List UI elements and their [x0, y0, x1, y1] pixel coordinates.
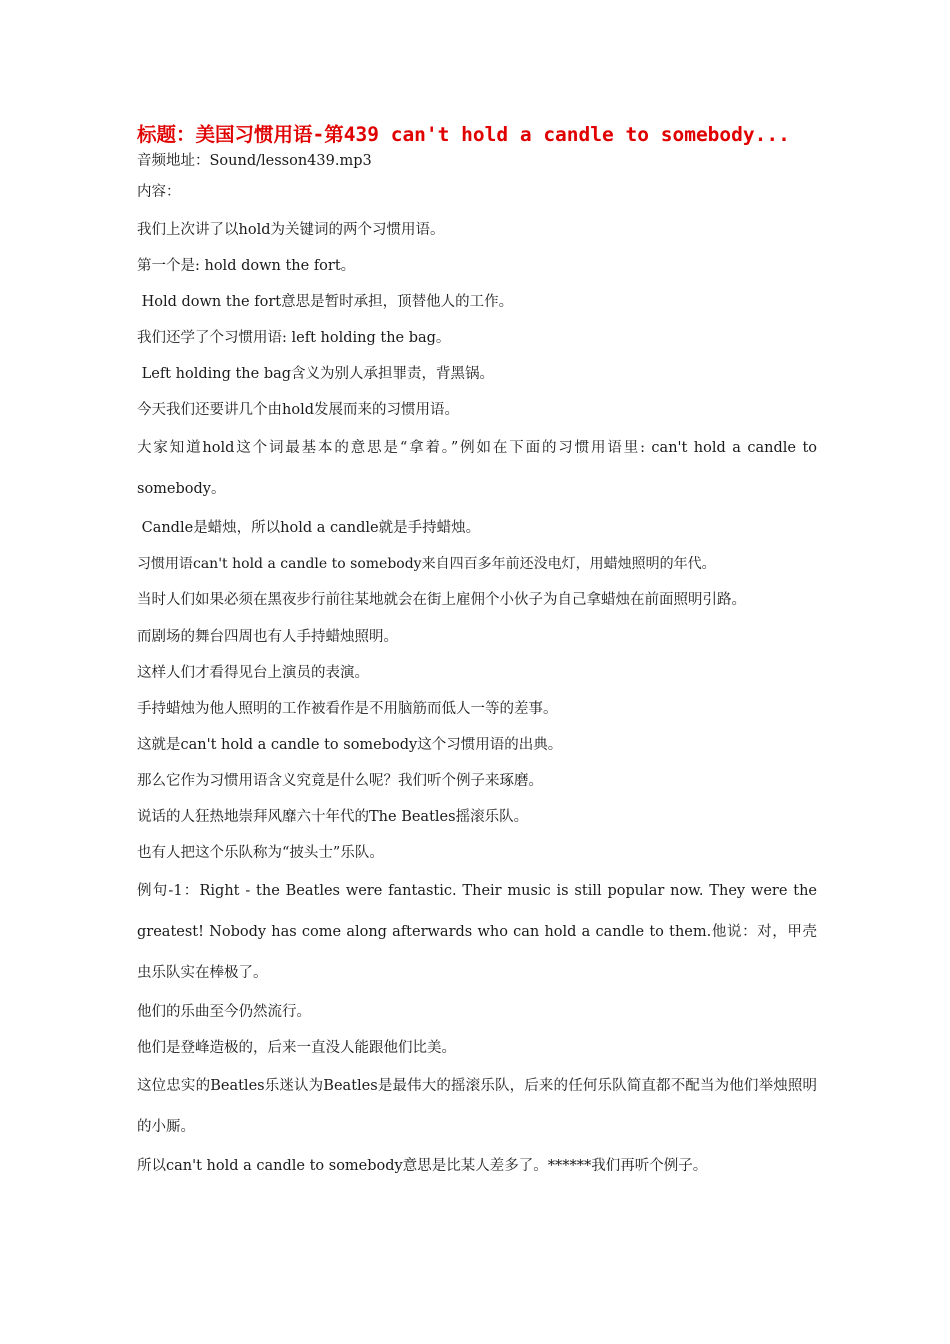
paragraph: 而剧场的舞台四周也有人手持蜡烛照明。: [137, 629, 398, 645]
paragraph: 所以can't hold a candle to somebody意思是比某人差多了。******我们再听个例子。: [137, 1158, 708, 1174]
document-page: [137, 120, 817, 1184]
paragraph: 说话的人狂热地崇拜风靡六十年代的The Beatles摇滚乐队。: [137, 809, 529, 825]
paragraph: 我们还学了个习惯用语: left holding the bag。: [137, 330, 451, 346]
paragraph: 这位忠实的Beatles乐迷认为Beatles是最伟大的摇滚乐队，后来的任何乐队简直都不配当为他们举烛照明的小厮。: [137, 1078, 817, 1135]
paragraph: Hold down the fort意思是暂时承担，顶替他人的工作。: [137, 294, 514, 310]
paragraph: 习惯用语can't hold a candle to somebody来自四百多年前还没电灯，用蜡烛照明的年代。: [137, 556, 716, 572]
document-title: 标题：美国习惯用语-第439 can't hold a candle to somebody...: [137, 123, 790, 146]
paragraph: Left holding the bag含义为别人承担罪责，背黑锅。: [137, 366, 495, 382]
paragraph: 第一个是: hold down the fort。: [137, 258, 356, 274]
paragraph: 这样人们才看得见台上演员的表演。: [137, 665, 369, 681]
paragraph: 今天我们还要讲几个由hold发展而来的习惯用语。: [137, 402, 459, 418]
paragraph: 当时人们如果必须在黑夜步行前往某地就会在街上雇佣个小伙子为自己拿蜡烛在前面照明引路。: [137, 592, 746, 608]
paragraph: 也有人把这个乐队称为“披头士”乐队。: [137, 845, 384, 861]
paragraph: Candle是蜡烛，所以hold a candle就是手持蜡烛。: [137, 520, 481, 536]
paragraph: 他们的乐曲至今仍然流行。: [137, 1004, 311, 1020]
paragraph: 那么它作为习惯用语含义究竟是什么呢？我们听个例子来琢磨。: [137, 773, 543, 789]
audio-address: 音频地址：Sound/lesson439.mp3: [137, 153, 372, 169]
paragraph: 手持蜡烛为他人照明的工作被看作是不用脑筋而低人一等的差事。: [137, 701, 558, 717]
paragraph: 例句-1：Right - the Beatles were fantastic. Their music is still popular now. They were the greatest! Nobody has come along afterwards who can hold a candle to them.他说：对，甲壳虫乐队实在棒极了。: [137, 883, 817, 981]
content-label: 内容：: [137, 184, 181, 200]
paragraph: 大家知道hold这个词最基本的意思是“拿着。”例如在下面的习惯用语里: can't hold a candle to somebody。: [137, 440, 817, 497]
paragraph: 这就是can't hold a candle to somebody这个习惯用语的出典。: [137, 737, 563, 753]
paragraph: 我们上次讲了以hold为关键词的两个习惯用语。: [137, 222, 445, 238]
paragraph: 他们是登峰造极的，后来一直没人能跟他们比美。: [137, 1040, 456, 1056]
